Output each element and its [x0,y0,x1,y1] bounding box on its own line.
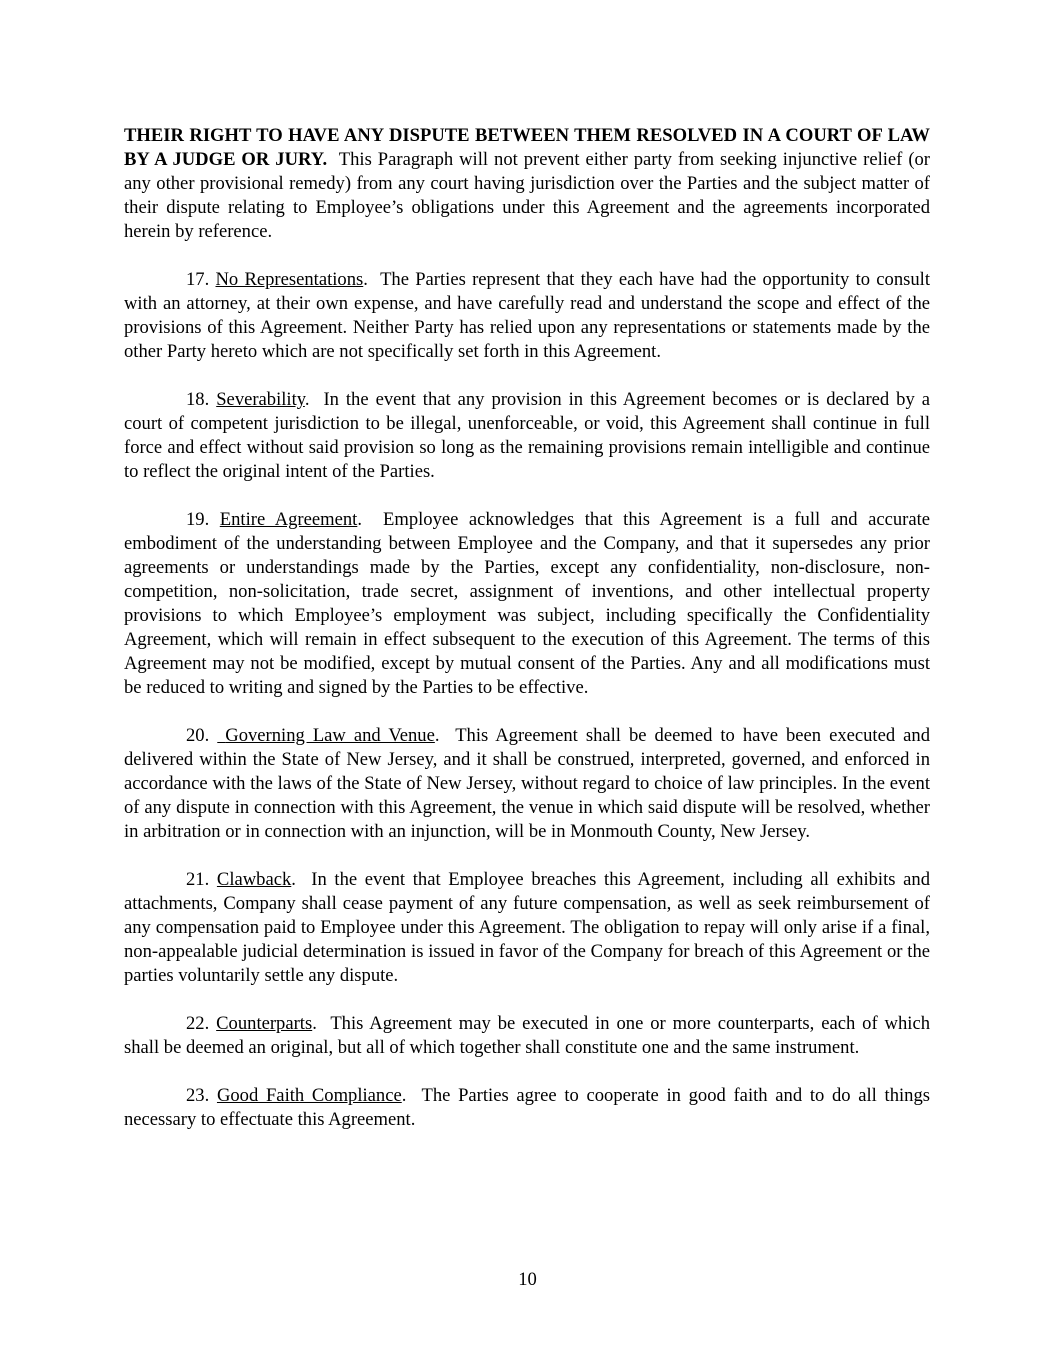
section-23: 23. Good Faith Compliance. The Parties agree to cooperate in good faith and to do all things necessary to effectuate this Agreement. [124,1085,931,1130]
page-number: 10 [518,1269,537,1290]
section-number: 21. [186,869,210,890]
section-21: 21. Clawback. In the event that Employee breaches this Agreement, including all exhibits and attachments, Company shall cease payment of any future compensation, as well as seek reimbursement of any compensation paid to Employee under this Agreement. The obligation to repay will only arise if a final, non-appealable judicial determination is issued in favor of the Company for breach of this Agreement or the parties voluntarily settle any dispute. [124,869,930,986]
intro-bold-text: THEIR RIGHT TO HAVE ANY DISPUTE BETWEEN THEM RESOLVED IN A COURT OF LAW BY A JUDGE OR JURY. [124,125,930,170]
section-heading-text: Governing Law and Venue [225,725,435,746]
section-body: The Parties agree to cooperate in good faith and to do all things necessary to effectuate this Agreement. [124,1085,931,1130]
section-18: 18. Severability. In the event that any provision in this Agreement becomes or is declared by a court of competent jurisdiction to be illegal, unenforceable, or void, this Agreement shall continue in full force and effect without said provision so long as the remaining provisions remain intelligible and continue to reflect the original intent of the Parties. [124,389,930,482]
section-number: 19. [186,509,210,530]
section-19: 19. Entire Agreement. Employee acknowledges that this Agreement is a full and accurate embodiment of the understanding between Employee and the Company, and that it supersedes any prior agreements or understandings made by the Parties, except any confidentiality, non-disclosure, non-competition, non-solicitation, trade secret, assignment of inventions, and other intellectual property provisions to which Employee’s employment was subject, including specifically the Confidentiality Agreement, which will remain in effect subsequent to the execution of this Agreement. The terms of this Agreement may not be modified, except by mutual consent of the Parties. Any and all modifications must be reduced to writing and signed by the Parties to be effective. [124,509,930,698]
section-body: This Agreement shall be deemed to have been executed and delivered within the State of New Jersey, and it shall be construed, interpreted, governed, and enforced in accordance with the laws of the State of New Jersey, without regard to choice of law principles. In the event of any dispute in connection with this Agreement, the venue in which said dispute will be resolved, whether in arbitration or in connection with an injunction, will be in Monmouth County, New Jersey. [124,725,930,842]
section-20: 20. Governing Law and Venue. This Agreement shall be deemed to have been executed and delivered within the State of New Jersey, and it shall be construed, interpreted, governed, and enforced in accordance with the laws of the State of New Jersey, without regard to choice of law principles. In the event of any dispute in connection with this Agreement, the venue in which said dispute will be resolved, whether in arbitration or in connection with an injunction, will be in Monmouth County, New Jersey. [124,725,930,842]
section-heading: No Representations [215,269,364,290]
section-22: 22. Counterparts. This Agreement may be executed in one or more counterparts, each of which shall be deemed an original, but all of which together shall constitute one and the same instrument. [124,1013,930,1058]
document-page [124,124,930,1156]
section-heading: Good Faith Compliance [216,1085,402,1106]
section-heading: Counterparts [216,1013,313,1034]
section-heading: Clawback [216,869,292,890]
intro-text: This Paragraph will not prevent either party from seeking injunctive relief (or any other provisional remedy) from any court having jurisdiction over the Parties and the subject matter of their dispute relating to Employee’s obligations under this Agreement and the agreements incorporated herein by reference. [124,149,930,242]
section-heading [217,725,435,746]
section-body: In the event that Employee breaches this Agreement, including all exhibits and attachments, Company shall cease payment of any future compensation, as well as seek reimbursement of any compensation paid to Employee under this Agreement. The obligation to repay will only arise if a final, non-appealable judicial determination is issued in favor of the Company for breach of this Agreement or the parties voluntarily settle any dispute. [124,869,930,986]
section-body: Employee acknowledges that this Agreement is a full and accurate embodiment of the understanding between Employee and the Company, and that it supersedes any prior agreements or understandings made by the Parties, except any confidentiality, non-disclosure, non-competition, non-solicitation, trade secret, assignment of inventions, and other intellectual property provisions to which Employee’s employment was subject, including specifically the Confidentiality Agreement, which will remain in effect subsequent to the execution of this Agreement. The terms of this Agreement may not be modified, except by mutual consent of the Parties. Any and all modifications must be reduced to writing and signed by the Parties to be effective. [124,509,930,698]
section-number: 18. [186,389,210,410]
section-body: The Parties represent that they each have had the opportunity to consult with an attorney, at their own expense, and have carefully read and understand the scope and effect of the provisions of this Agreement. Neither Party has relied upon any representations or statements made by the other Party hereto which are not specifically set forth in this Agreement. [124,269,930,362]
section-heading: Severability [216,389,305,410]
section-number: 23. [186,1085,210,1106]
section-body: This Agreement may be executed in one or more counterparts, each of which shall be deemed an original, but all of which together shall constitute one and the same instrument. [124,1013,930,1058]
section-17: 17. No Representations. The Parties represent that they each have had the opportunity to consult with an attorney, at their own expense, and have carefully read and understand the scope and effect of the provisions of this Agreement. Neither Party has relied upon any representations or statements made by the other Party hereto which are not specifically set forth in this Agreement. [124,269,930,362]
section-body: In the event that any provision in this Agreement becomes or is declared by a court of competent jurisdiction to be illegal, unenforceable, or void, this Agreement shall continue in full force and effect without said provision so long as the remaining provisions remain intelligible and continue to reflect the original intent of the Parties. [124,389,930,482]
section-number: 17. [186,269,210,290]
intro-paragraph [124,124,930,244]
section-number: 22. [186,1013,210,1034]
section-heading: Entire Agreement [219,509,358,530]
section-number: 20. [186,725,210,746]
